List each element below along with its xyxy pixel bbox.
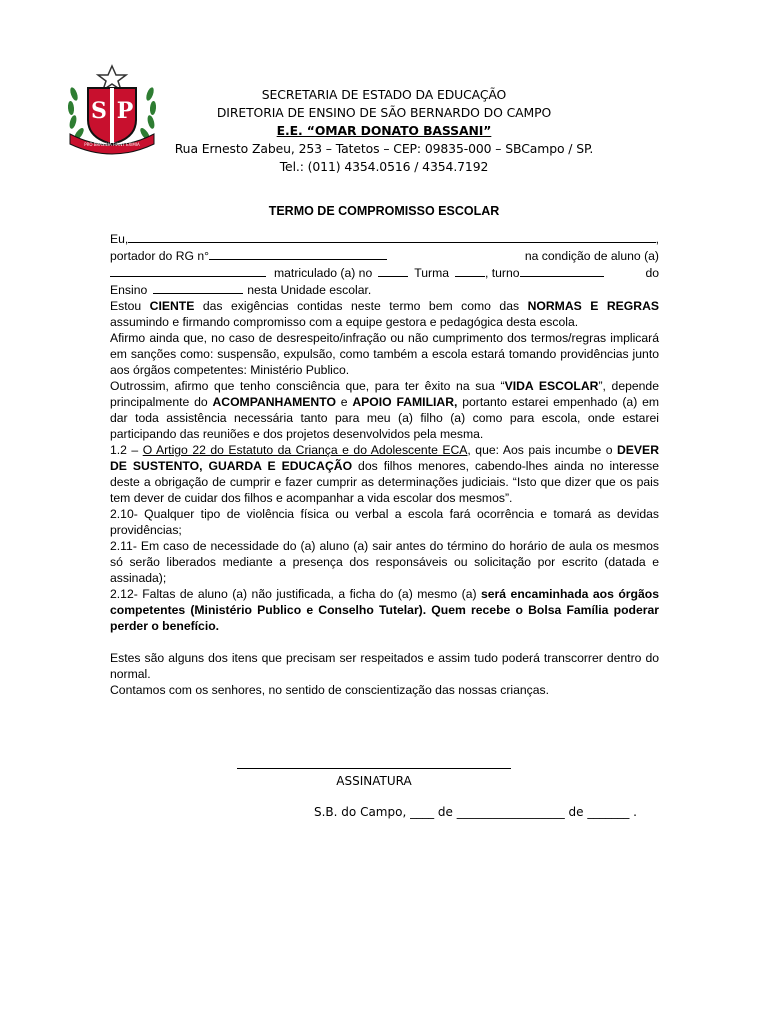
- paragraph-2-10: 2.10- Qualquer tipo de violência física ou verbal a escola fará ocorrência e tomará as devidas providências;: [110, 507, 659, 537]
- crest-letter-p: P: [116, 98, 134, 124]
- letterhead-school: E.E. “OMAR DONATO BASSANI”: [276, 123, 492, 138]
- turma-blank[interactable]: [455, 264, 485, 277]
- paragraph-contamos: Contamos com os senhores, no sentido de conscientização das nossas crianças.: [110, 683, 549, 697]
- letterhead-secretaria: SECRETARIA DE ESTADO DA EDUCAÇÃO: [261, 87, 507, 102]
- rg-blank[interactable]: [209, 247, 387, 260]
- letterhead-address: Rua Ernesto Zabeu, 253 – Tatetos – CEP: 09835-000 – SBCampo / SP.: [174, 141, 594, 156]
- paragraph-2-11: 2.11- Em caso de necessidade do (a) aluno (a) sair antes do término do horário de aula os mesmos só serão liberados mediante a presença dos responsáveis ou solicitação por escrito (datada e assinada);: [110, 539, 659, 585]
- document-body: [110, 230, 659, 698]
- paragraph-afirmo: Afirmo ainda que, no caso de desrespeito/infração ou não cumprimento dos termos/regras implicará em sanções como: suspensão, expulsão, como também a escola estará tomando providências junto aos órgãos competentes: Ministério Publico.: [110, 331, 659, 377]
- name-blank[interactable]: [128, 230, 655, 243]
- form-line-ensino: Ensino nesta Unidade escolar.: [110, 283, 372, 297]
- crest-motto: PRO BRASILIA FIANT EXIMIA: [84, 142, 140, 147]
- star-icon: [98, 66, 126, 90]
- letterhead-diretoria: DIRETORIA DE ENSINO DE SÃO BERNARDO DO CAMPO: [216, 105, 552, 120]
- paragraph-2-12: 2.12- Faltas de aluno (a) não justificada, a ficha do (a) mesmo (a) será encaminhada aos órgãos competentes (Ministério Publico e Conselho Tutelar). Quem recebe o Bolsa Família poderar perder o benefício.: [110, 587, 659, 633]
- form-line-eu: Eu, ,: [110, 232, 659, 246]
- signature-line[interactable]: [237, 768, 511, 769]
- form-line-rg: portador do RG n° na condição de aluno (a): [110, 249, 659, 263]
- letterhead-phone: Tel.: (011) 4354.0516 / 4354.7192: [279, 159, 489, 174]
- signature-label: ASSINATURA: [336, 774, 412, 788]
- paragraph-estes: Estes são alguns dos itens que precisam ser respeitados e assim tudo poderá transcorrer dentro do normal.: [110, 651, 659, 681]
- paragraph-outrossim: Outrossim, afirmo que tenho consciência que, para ter êxito na sua “VIDA ESCOLAR”, depende principalmente do ACOMPANHAMENTO e APOIO FAMILIAR, portanto estarei empenhado (a) em dar toda assistência necessária tanto para meu (a) filho (a) como para escola, onde estarei participando das reuniões e dos projetos desenvolvidos pela mesma.: [110, 379, 660, 441]
- place-date-line[interactable]: S.B. do Campo, ____ de __________________ de _______ .: [314, 805, 637, 819]
- turno-blank[interactable]: [520, 264, 604, 277]
- document-title: TERMO DE COMPROMISSO ESCOLAR: [268, 204, 500, 218]
- paragraph-ciente: Estou CIENTE das exigências contidas neste termo bem como das NORMAS E REGRAS assumindo e firmando compromisso com a equipe gestora e pedagógica desta escola.: [110, 299, 660, 329]
- year-blank[interactable]: [378, 264, 408, 277]
- letterhead: [160, 86, 608, 176]
- crest-letter-s: S: [91, 98, 107, 124]
- student-name-blank[interactable]: [110, 264, 266, 277]
- sao-paulo-coat-of-arms: [64, 64, 160, 156]
- ensino-blank[interactable]: [153, 281, 243, 294]
- paragraph-1-2: 1.2 – O Artigo 22 do Estatuto da Criança e do Adolescente ECA, que: Aos pais incumbe o DEVER DE SUSTENTO, GUARDA E EDUCAÇÃO dos filhos menores, cabendo-lhes ainda no interesse deste a obrigação de cumprir e fazer cumprir as determinações judiciais. “Isto que dizer que os pais tem dever de cuidar dos filhos e acompanhar a vida escolar dos mesmos”.: [110, 443, 659, 505]
- form-line-matricula: matriculado (a) no Turma , turno do: [110, 264, 659, 281]
